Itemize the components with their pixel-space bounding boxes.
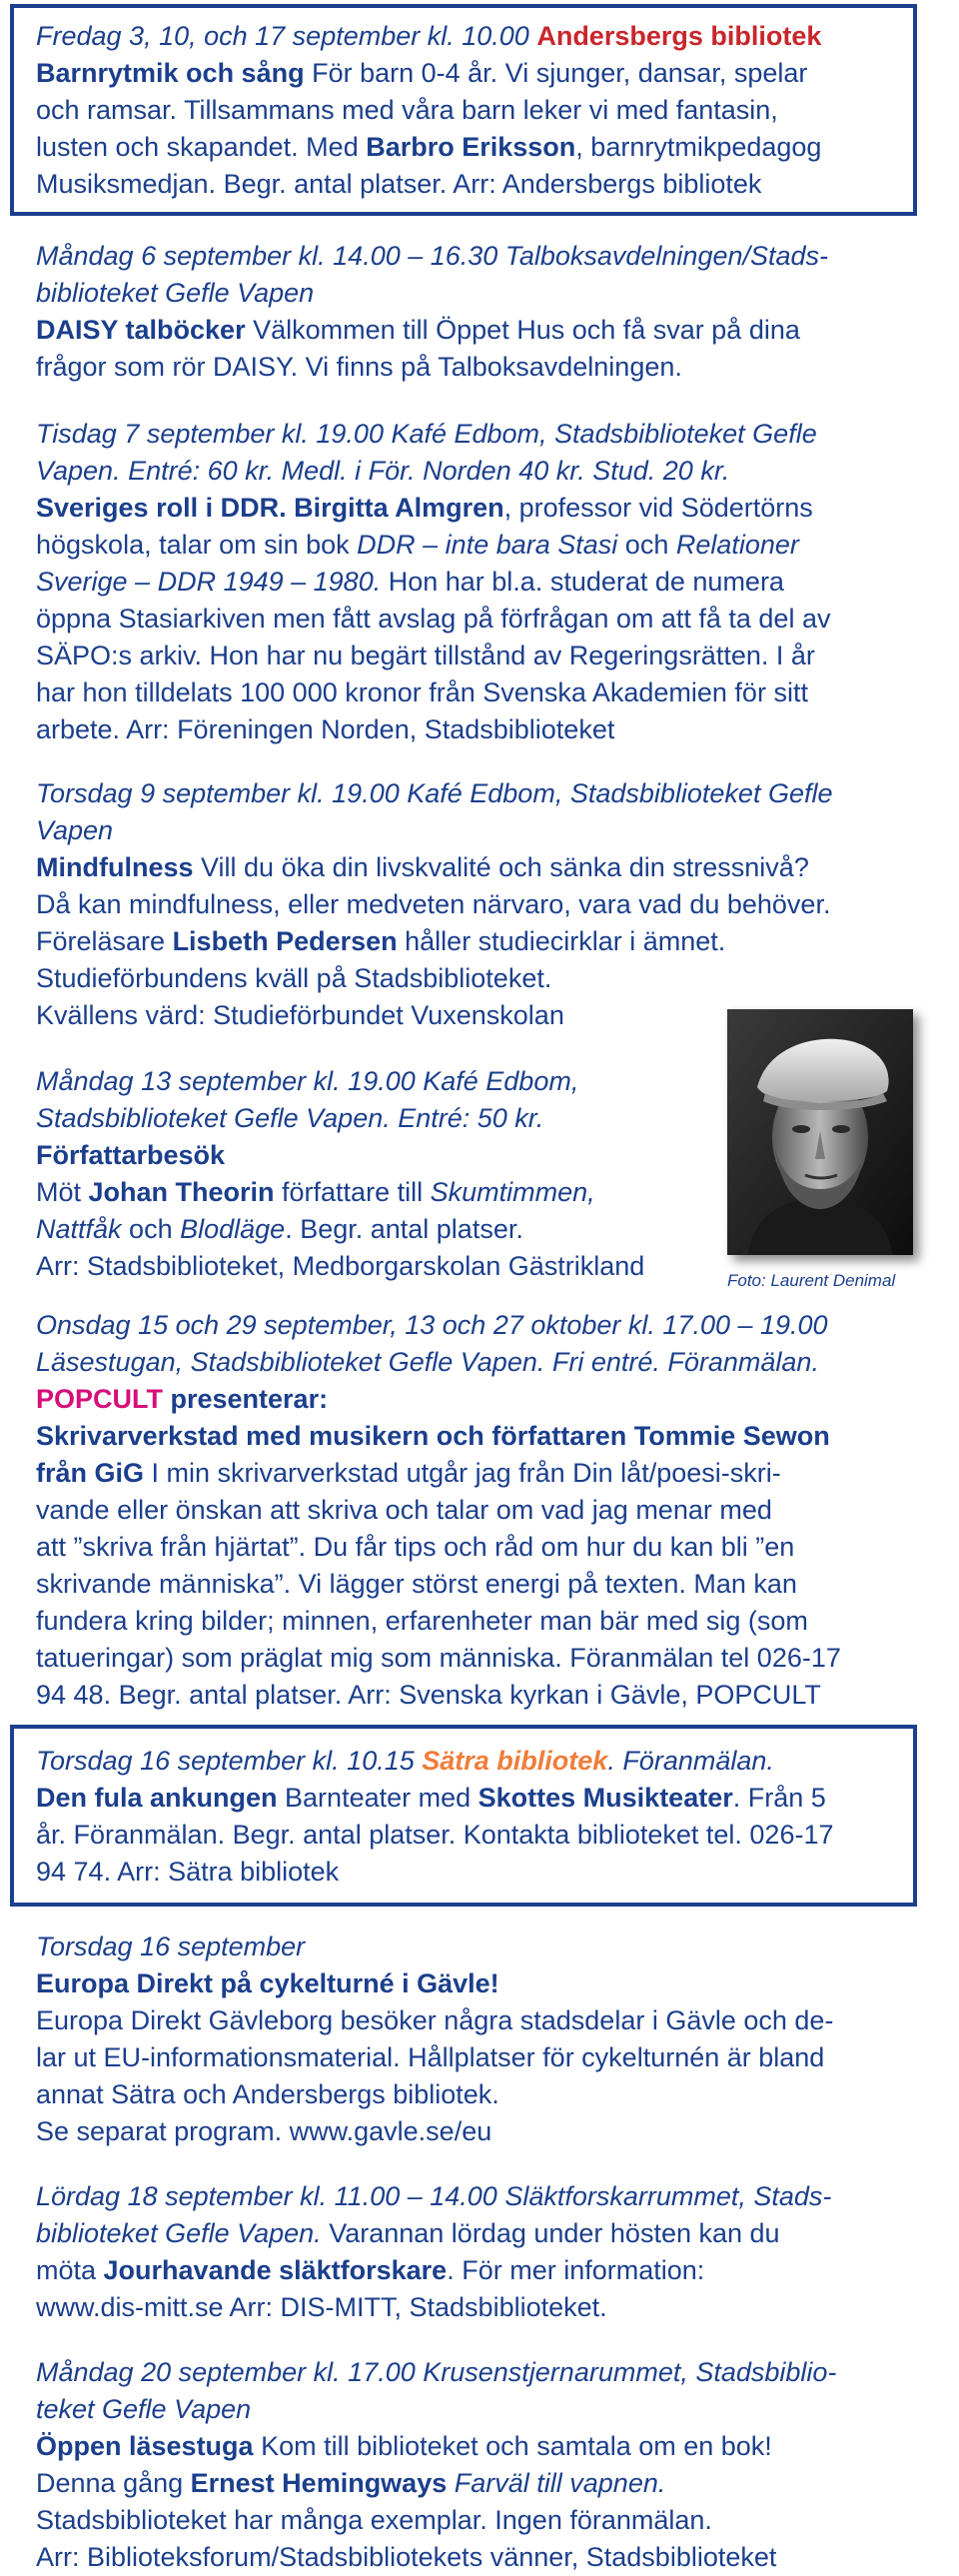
event-title: Jourhavande släktforskare xyxy=(103,2255,448,2285)
event-oppen-lasestuga xyxy=(36,2354,935,2576)
event-text: frågor som rör DAISY. Vi finns på Talboksavdelningen. xyxy=(36,352,682,382)
book-title: Farväl till vapnen. xyxy=(454,2468,666,2498)
event-text: och ramsar. Tillsammans med våra barn leker vi med fantasin, xyxy=(36,95,778,125)
event-text: Se separat program. www.gavle.se/eu xyxy=(36,2116,492,2146)
photo-caption: Foto: Laurent Denimal xyxy=(727,1271,896,1290)
presenter-text: presenterar: xyxy=(163,1384,329,1414)
event-text: Arr: Stadsbiblioteket, Medborgarskolan Gästrikland xyxy=(36,1251,645,1281)
event-venue: biblioteket Gefle Vapen. xyxy=(36,2218,322,2248)
popcult-brand: POPCULT xyxy=(36,1384,163,1414)
event-text: möta xyxy=(36,2255,104,2285)
event-text: högskola, talar om sin bok xyxy=(36,530,358,560)
event-text: öppna Stasiarkiven men fått avslag på förfrågan om att få ta del av xyxy=(36,604,831,634)
event-barnrytmik xyxy=(36,18,935,203)
event-venue: biblioteket Gefle Vapen xyxy=(36,278,315,308)
event-text: och xyxy=(121,1214,181,1244)
event-text: Föreläsare xyxy=(36,926,173,956)
event-text: lar ut EU-informationsmaterial. Hållplatser för cykelturnén är bland xyxy=(36,2042,825,2072)
event-title: Författarbesök xyxy=(36,1140,226,1170)
event-fula-ankungen xyxy=(36,1743,935,1891)
event-text: Vill du öka din livskvalité och sänka din stressnivå? xyxy=(193,852,809,882)
book-title: Relationer xyxy=(675,530,799,560)
event-text: håller studiecirklar i ämnet. xyxy=(397,926,726,956)
event-text: Europa Direkt Gävleborg besöker några stadsdelar i Gävle och de- xyxy=(36,2005,834,2035)
event-title: DAISY talböcker xyxy=(36,315,246,345)
event-text: författare till xyxy=(274,1177,431,1207)
event-venue: Vapen xyxy=(36,815,114,845)
event-venue: Läsestugan, Stadsbiblioteket Gefle Vapen. Fri entré. Föranmälan. xyxy=(36,1347,819,1377)
event-text: arbete. Arr: Föreningen Norden, Stadsbiblioteket xyxy=(36,714,615,744)
event-venue: Vapen. Entré: 60 kr. Medl. i För. Norden 40 kr. Stud. 20 kr. xyxy=(36,456,730,486)
event-date: Tisdag 7 september kl. 19.00 Kafé Edbom, Stadsbiblioteket Gefle xyxy=(36,419,817,449)
speaker-name: Lisbeth Pedersen xyxy=(172,926,398,956)
event-title: Barnrytmik och sång xyxy=(36,58,305,88)
event-text: Barnteater med xyxy=(277,1783,479,1813)
event-date: Torsdag 16 september xyxy=(36,1932,306,1961)
event-text: . Begr. antal platser. xyxy=(285,1214,523,1244)
event-text: tatueringar) som präglat mig som människa. Föranmälan tel 026-17 xyxy=(36,1643,841,1673)
performer-name: Barbro Eriksson xyxy=(366,132,576,162)
event-text: Denna gång xyxy=(36,2468,191,2498)
event-text: har hon tilldelats 100 000 kronor från Svenska Akademien för sitt xyxy=(36,677,808,707)
event-text: , barnrytmikpedagog xyxy=(575,132,822,162)
author-portrait-image xyxy=(727,1009,913,1255)
event-title: Öppen läsestuga xyxy=(36,2431,254,2461)
event-venue: teket Gefle Vapen xyxy=(36,2394,252,2424)
event-text: lusten och skapandet. Med xyxy=(36,132,367,162)
event-text: och xyxy=(617,530,676,560)
event-text: Musiksmedjan. Begr. antal platser. Arr: Andersbergs bibliotek xyxy=(36,169,762,199)
event-text: Kom till biblioteket och samtala om en bok! xyxy=(253,2431,772,2461)
book-title: Sverige – DDR 1949 – 1980. xyxy=(36,567,382,597)
event-title: Europa Direkt på cykelturné i Gävle! xyxy=(36,1968,499,1998)
event-text: Kvällens värd: Studieförbundet Vuxenskolan xyxy=(36,1000,564,1030)
event-text: Varannan lördag under hösten kan du xyxy=(321,2218,780,2248)
event-ddr xyxy=(36,416,935,748)
event-text: , professor vid Södertörns xyxy=(503,493,813,523)
book-title: DDR – inte bara Stasi xyxy=(357,530,618,560)
event-text: Möt xyxy=(36,1177,89,1207)
event-date: Måndag 13 september kl. 19.00 Kafé Edbom, xyxy=(36,1066,579,1096)
event-text: Hon har bl.a. studerat de numera xyxy=(381,567,784,597)
event-text: . Från 5 xyxy=(732,1783,826,1813)
event-text: att ”skriva från hjärtat”. Du får tips och råd om hur du kan bli ”en xyxy=(36,1532,795,1562)
author-name: Johan Theorin xyxy=(88,1177,275,1207)
book-title: Skumtimmen, xyxy=(430,1177,595,1207)
event-venue: Andersbergs bibliotek xyxy=(536,21,822,51)
event-text xyxy=(447,2468,455,2498)
event-text: Stadsbiblioteket har många exemplar. Ingen föranmälan. xyxy=(36,2505,712,2535)
event-title: Skrivarverkstad med musikern och författaren Tommie Sewon xyxy=(36,1421,830,1451)
event-text: Välkommen till Öppet Hus och få svar på dina xyxy=(245,315,800,345)
event-venue: Sätra bibliotek xyxy=(422,1746,608,1776)
event-text: Då kan mindfulness, eller medveten närvaro, vara vad du behöver. xyxy=(36,889,831,919)
event-title: Mindfulness xyxy=(36,852,194,882)
event-text: vande eller önskan att skriva och talar om vad jag menar med xyxy=(36,1495,772,1525)
event-text: år. Föranmälan. Begr. antal platser. Kontakta biblioteket tel. 026-17 xyxy=(36,1820,834,1850)
event-title: Den fula ankungen xyxy=(36,1783,278,1813)
event-skrivarverkstad xyxy=(36,1307,945,1714)
event-slaktforskning xyxy=(36,2178,935,2326)
author-photo xyxy=(727,1009,913,1255)
event-text: 94 48. Begr. antal platser. Arr: Svenska kyrkan i Gävle, POPCULT xyxy=(36,1680,821,1710)
event-text: skrivande människa”. Vi lägger störst energi på texten. Man kan xyxy=(36,1569,797,1599)
event-forfattarbesok xyxy=(36,1063,735,1285)
event-date: Torsdag 16 september kl. 10.15 xyxy=(36,1746,415,1776)
event-daisy xyxy=(36,238,935,386)
event-text: fundera kring bilder; minnen, erfarenheter man bär med sig (som xyxy=(36,1606,808,1636)
event-text: annat Sätra och Andersbergs bibliotek. xyxy=(36,2079,499,2109)
event-date: Onsdag 15 och 29 september, 13 och 27 oktober kl. 17.00 – 19.00 xyxy=(36,1310,828,1340)
event-venue: Stadsbiblioteket Gefle Vapen. Entré: 50 kr. xyxy=(36,1103,544,1133)
event-title: Sveriges roll i DDR. xyxy=(36,493,287,523)
event-mindfulness xyxy=(36,775,935,1034)
event-date: Måndag 6 september kl. 14.00 – 16.30 Talboksavdelningen/Stads- xyxy=(36,241,829,271)
event-date: Lördag 18 september kl. 11.00 – 14.00 Släktforskarrummet, Stads- xyxy=(36,2181,832,2211)
event-text: www.dis-mitt.se Arr: DIS-MITT, Stadsbiblioteket. xyxy=(36,2292,607,2322)
event-text: För barn 0-4 år. Vi sjunger, dansar, spelar xyxy=(304,58,808,88)
event-text: SÄPO:s arkiv. Hon har nu begärt tillstånd av Regeringsrätten. I år xyxy=(36,641,815,670)
event-text: Studieförbundens kväll på Stadsbiblioteket. xyxy=(36,963,552,993)
book-title: Blodläge xyxy=(180,1214,286,1244)
event-text: 94 74. Arr: Sätra bibliotek xyxy=(36,1857,340,1887)
event-europa-direkt xyxy=(36,1929,935,2150)
event-text: I min skrivarverkstad utgår jag från Din låt/poesi-skri- xyxy=(144,1458,781,1488)
event-text: . Föranmälan. xyxy=(607,1746,774,1776)
event-title: från GiG xyxy=(36,1458,145,1488)
event-text: Arr: Biblioteksforum/Stadsbibliotekets vänner, Stadsbiblioteket xyxy=(36,2542,777,2572)
theatre-name: Skottes Musikteater xyxy=(478,1783,733,1813)
speaker-name: Birgitta Almgren xyxy=(286,493,504,523)
author-name: Ernest Hemingways xyxy=(190,2468,448,2498)
event-date: Fredag 3, 10, och 17 september kl. 10.00 xyxy=(36,21,529,51)
book-title: Nattfåk xyxy=(36,1214,122,1244)
event-date: Torsdag 9 september kl. 19.00 Kafé Edbom, Stadsbiblioteket Gefle xyxy=(36,778,833,808)
event-text: . För mer information: xyxy=(447,2255,705,2285)
event-date: Måndag 20 september kl. 17.00 Krusenstjernarummet, Stadsbiblio- xyxy=(36,2357,837,2387)
